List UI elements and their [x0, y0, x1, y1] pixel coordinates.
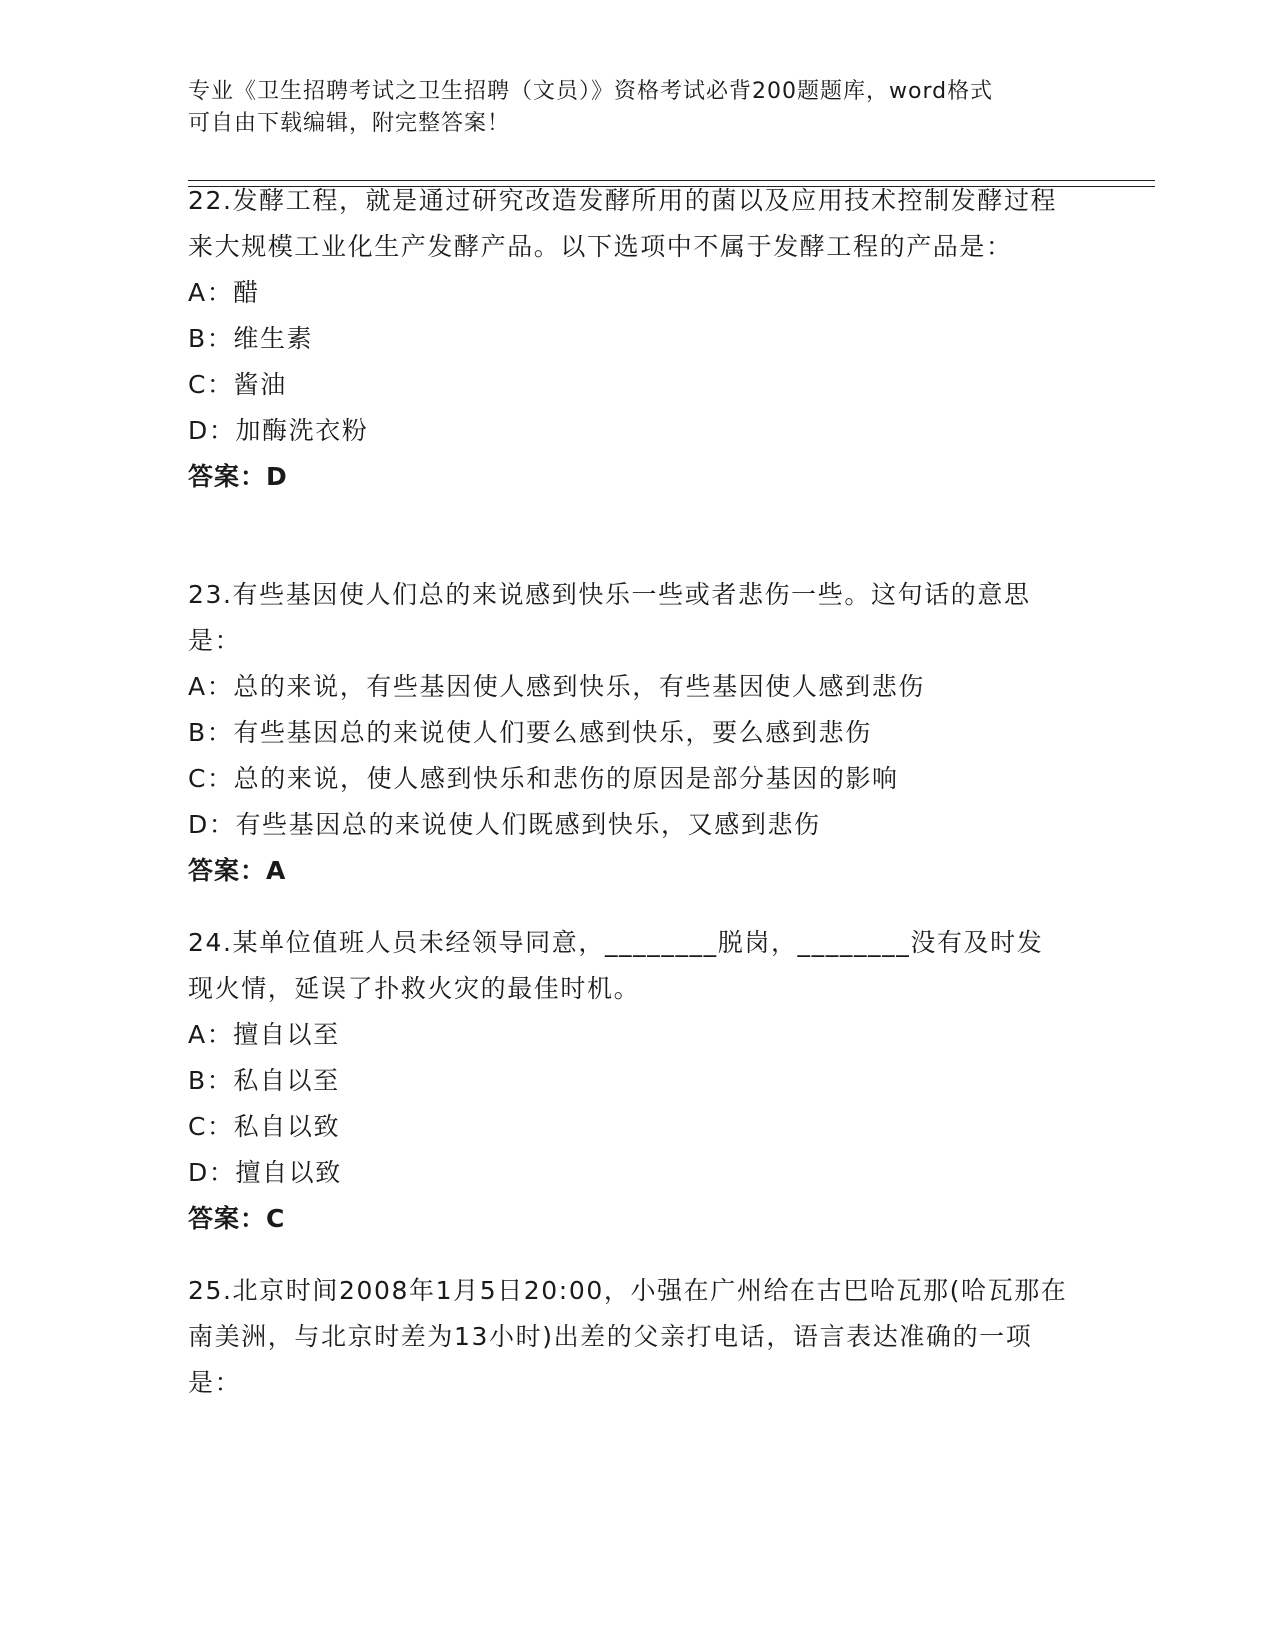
option-a: A：总的来说，有些基因使人感到快乐，有些基因使人感到悲伤 — [188, 672, 925, 701]
question-stem: 25.北京时间2008年1月5日20:00，小强在广州给在古巴哈瓦那(哈瓦那在南美洲，与北京时差为13小时)出差的父亲打电话，语言表达准确的一项是： — [188, 1276, 1068, 1397]
question-stem: 24.某单位值班人员未经领导同意，________脱岗，________没有及时发现火情，延误了扑救火灾的最佳时机。 — [188, 928, 1044, 1003]
option-d: D：擅自以致 — [188, 1158, 342, 1187]
answer: 答案：D — [188, 462, 288, 491]
option-d: D：有些基因总的来说使人们既感到快乐，又感到悲伤 — [188, 810, 821, 839]
question-22 — [188, 178, 1068, 500]
option-c: C：私自以致 — [188, 1112, 341, 1141]
answer: 答案：C — [188, 1204, 286, 1233]
document-header — [188, 76, 1068, 140]
question-25 — [188, 1268, 1068, 1406]
option-a: A：醋 — [188, 278, 260, 307]
option-a: A：擅自以至 — [188, 1020, 340, 1049]
header-line-1: 专业《卫生招聘考试之卫生招聘（文员）》资格考试必背200题题库，word格式 — [188, 79, 994, 104]
question-24 — [188, 920, 1068, 1242]
question-23 — [188, 572, 1068, 894]
option-b: B：私自以至 — [188, 1066, 340, 1095]
option-b: B：有些基因总的来说使人们要么感到快乐，要么感到悲伤 — [188, 718, 872, 747]
option-d: D：加酶洗衣粉 — [188, 416, 369, 445]
question-stem: 22.发酵工程，就是通过研究改造发酵所用的菌以及应用技术控制发酵过程来大规模工业化生产发酵产品。以下选项中不属于发酵工程的产品是： — [188, 186, 1058, 261]
option-c: C：酱油 — [188, 370, 287, 399]
option-b: B：维生素 — [188, 324, 314, 353]
question-stem: 23.有些基因使人们总的来说感到快乐一些或者悲伤一些。这句话的意思是： — [188, 580, 1031, 655]
option-c: C：总的来说，使人感到快乐和悲伤的原因是部分基因的影响 — [188, 764, 899, 793]
header-line-2: 可自由下载编辑，附完整答案！ — [188, 111, 511, 136]
answer: 答案：A — [188, 856, 287, 885]
